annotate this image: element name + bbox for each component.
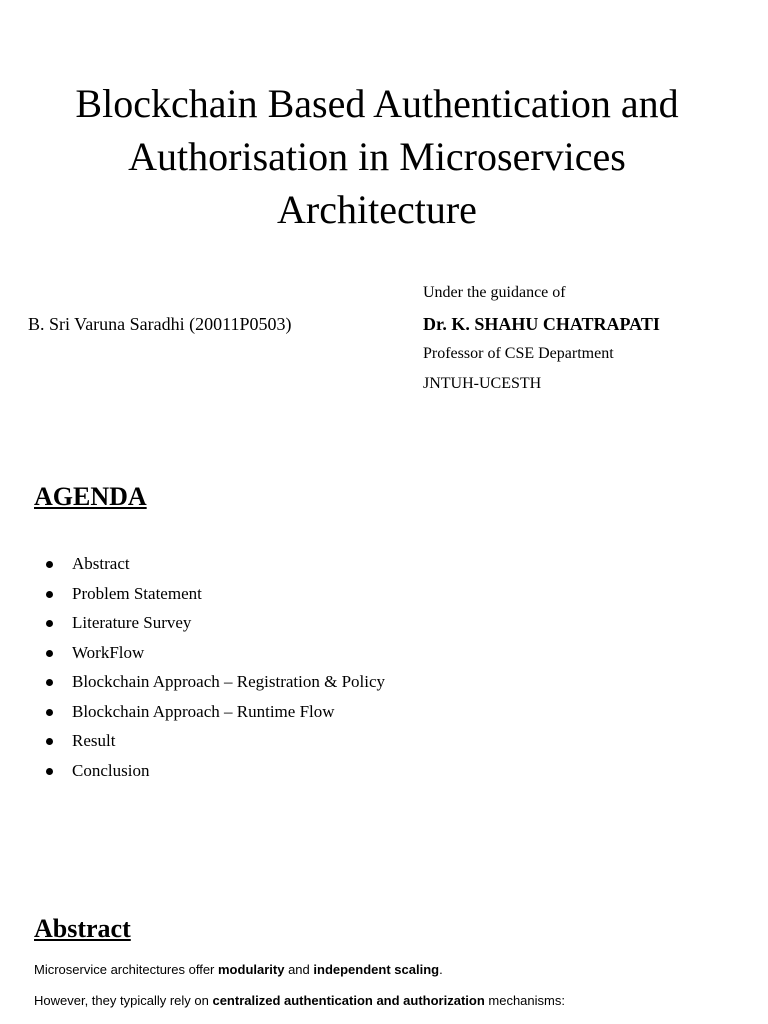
agenda-item-label: Literature Survey (72, 613, 192, 632)
title-line-1: Blockchain Based Authentication and (75, 81, 679, 126)
abstract-text: However, they typically rely on (34, 993, 213, 1008)
agenda-item-label: Conclusion (72, 760, 150, 780)
abstract-heading: Abstract (34, 914, 131, 943)
bullet-icon (46, 768, 53, 775)
abstract-paragraph-1 (34, 962, 443, 978)
abstract-paragraph-2 (34, 993, 565, 1009)
guidance-intro: Under the guidance of (423, 284, 566, 301)
agenda-item-label: Blockchain Approach – Runtime Flow (72, 701, 335, 721)
guide-institution: JNTUH-UCESTH (423, 375, 542, 392)
bullet-icon (46, 679, 53, 686)
author-name: B. Sri Varuna Saradhi (20011P0503) (28, 314, 292, 334)
title-line-2: Authorisation in Microservices (128, 134, 626, 179)
bullet-icon (46, 709, 53, 716)
agenda-item (0, 582, 385, 612)
bullet-icon (46, 591, 53, 598)
agenda-item-label: Abstract (72, 554, 130, 573)
agenda-item (0, 670, 385, 700)
agenda-item (0, 611, 385, 641)
agenda-item (0, 759, 385, 789)
agenda-item-label: Result (72, 731, 116, 750)
agenda-item (0, 552, 385, 582)
document-title (0, 77, 754, 236)
agenda-item (0, 729, 385, 759)
agenda-item-label: WorkFlow (72, 642, 145, 662)
abstract-text: and (284, 962, 314, 977)
bullet-icon (46, 650, 53, 657)
agenda-item (0, 700, 385, 730)
abstract-text: mechanisms: (484, 993, 565, 1008)
abstract-text: Microservice architectures offer (34, 962, 218, 977)
guide-name: Dr. K. SHAHU CHATRAPATI (423, 314, 660, 334)
agenda-list (0, 552, 385, 788)
agenda-item-label: Problem Statement (72, 583, 202, 603)
title-line-3: Architecture (277, 187, 477, 232)
abstract-text: . (439, 962, 443, 977)
abstract-emphasis: centralized authentication and authorization (212, 993, 485, 1008)
abstract-emphasis: independent scaling (313, 962, 440, 977)
agenda-item (0, 641, 385, 671)
bullet-icon (46, 738, 53, 745)
bullet-icon (46, 561, 53, 568)
bullet-icon (46, 620, 53, 627)
guide-role: Professor of CSE Department (423, 345, 614, 362)
abstract-emphasis: modularity (218, 962, 285, 977)
agenda-item-label: Blockchain Approach – Registration & Policy (72, 672, 386, 691)
agenda-heading: AGENDA (34, 482, 147, 511)
